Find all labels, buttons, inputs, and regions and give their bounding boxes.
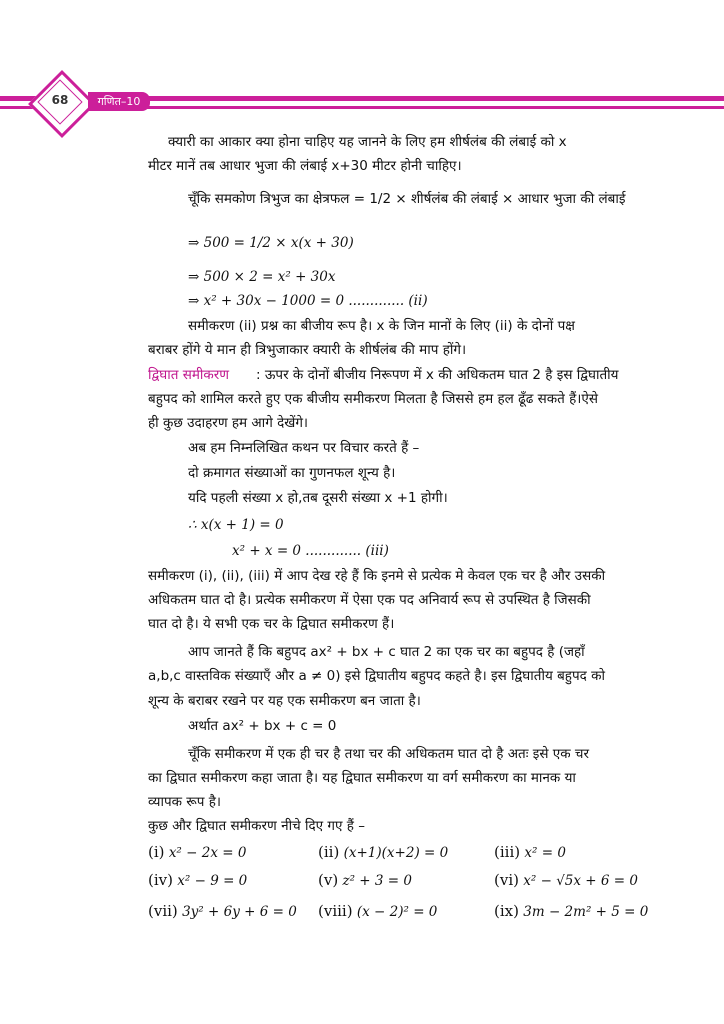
example-item (318, 871, 412, 890)
example-equation: x² − √5x + 6 = 0 (523, 873, 638, 889)
text-line: यदि पहली संख्या x हो,तब दूसरी संख्या x +1 होगी। (188, 490, 448, 506)
example-equation: x² − 2x = 0 (168, 845, 247, 861)
text-line: अर्थात ax² + bx + c = 0 (188, 718, 337, 734)
text-line: दो क्रमागत संख्याओं का गुणनफल शून्य है। (188, 465, 396, 481)
text-line: शून्य के बराबर रखने पर यह एक समीकरण बन जाता है। (148, 693, 421, 709)
text-line: ही कुछ उदाहरण हम आगे देखेंगे। (148, 415, 309, 431)
section-heading: द्विघात समीकरण (148, 367, 230, 383)
text-line: : ऊपर के दोनों बीजीय निरूपण में x की अधिकतम घात 2 है इस द्विघातीय (256, 367, 619, 383)
example-item (318, 843, 448, 862)
example-label: (iii) (494, 843, 521, 861)
example-label: (ix) (494, 902, 519, 920)
example-equation: 3m − 2m² + 5 = 0 (523, 904, 649, 920)
text-line: अधिकतम घात दो है। प्रत्येक समीकरण में ऐसा एक पद अनिवार्य रूप से उपस्थित है जिसकी (148, 592, 591, 608)
example-item (148, 902, 297, 921)
example-item (494, 843, 566, 862)
text-line: घात दो है। ये सभी एक चर के द्विघात समीकरण हैं। (148, 616, 395, 632)
text-line: आप जानते हैं कि बहुपद ax² + bx + c घात 2 का एक चर का बहुपद है (जहाँ (188, 644, 585, 660)
example-label: (vi) (494, 871, 519, 889)
equation: ⇒ 500 × 2 = x² + 30x (188, 269, 336, 285)
example-item (148, 843, 246, 862)
text-line: कुछ और द्विघात समीकरण नीचे दिए गए हैं – (148, 818, 365, 834)
text-line: बराबर होंगे ये मान ही त्रिभुजाकार क्यारी के शीर्षलंब की माप होंगे। (148, 342, 467, 358)
equation: ⇒ 500 = 1/2 × x(x + 30) (188, 235, 354, 251)
chapter-tab: गणित–10 (88, 92, 150, 111)
equation: ⇒ x² + 30x − 1000 = 0 ............. (ii) (188, 293, 428, 309)
example-equation: 3y² + 6y + 6 = 0 (182, 904, 297, 920)
text-line: समीकरण (i), (ii), (iii) में आप देख रहे हैं कि इनमे से प्रत्येक मे केवल एक चर है और उसकी (148, 568, 606, 584)
text-line: का द्विघात समीकरण कहा जाता है। यह द्विघात समीकरण या वर्ग समीकरण का मानक या (148, 770, 576, 786)
example-item (494, 902, 648, 921)
text-line: बहुपद को शामिल करते हुए एक बीजीय समीकरण मिलता है जिससे हम हल ढूँढ सकते हैं।ऐसे (148, 391, 598, 407)
example-label: (viii) (318, 902, 353, 920)
text-line: चूँकि समकोण त्रिभुज का क्षेत्रफल = 1/2 × शीर्षलंब की लंबाई × आधार भुजा की लंबाई (188, 191, 626, 207)
example-item (318, 902, 437, 921)
example-equation: (x − 2)² = 0 (356, 904, 438, 920)
example-equation: z² + 3 = 0 (342, 873, 412, 889)
equation: x² + x = 0 ............. (iii) (232, 543, 389, 559)
equation: ∴ x(x + 1) = 0 (188, 517, 284, 533)
example-label: (i) (148, 843, 165, 861)
text-line: चूँकि समीकरण में एक ही चर है तथा चर की अधिकतम घात दो है अतः इसे एक चर (188, 746, 590, 762)
text-line: व्यापक रूप है। (148, 794, 222, 810)
text-line: अब हम निम्नलिखित कथन पर विचार करते हैं – (188, 440, 420, 456)
example-label: (vii) (148, 902, 178, 920)
text-line: a,b,c वास्तविक संख्याएँ और a ≠ 0) इसे द्विघातीय बहुपद कहते है। इस द्विघातीय बहुपद को (148, 668, 605, 684)
example-equation: x² − 9 = 0 (177, 873, 248, 889)
example-label: (v) (318, 871, 339, 889)
example-label: (ii) (318, 843, 340, 861)
example-equation: (x+1)(x+2) = 0 (343, 845, 449, 861)
example-item (148, 871, 247, 890)
page-number: 68 (51, 93, 69, 107)
text-line: मीटर मानें तब आधार भुजा की लंबाई x+30 मीटर होनी चाहिए। (148, 158, 462, 174)
example-label: (iv) (148, 871, 173, 889)
example-item (494, 871, 638, 890)
text-line: समीकरण (ii) प्रश्न का बीजीय रूप है। x के जिन मानों के लिए (ii) के दोनों पक्ष (188, 318, 575, 334)
text-line: क्यारी का आकार क्या होना चाहिए यह जानने के लिए हम शीर्षलंब की लंबाई को x (168, 134, 567, 150)
example-equation: x² = 0 (524, 845, 566, 861)
